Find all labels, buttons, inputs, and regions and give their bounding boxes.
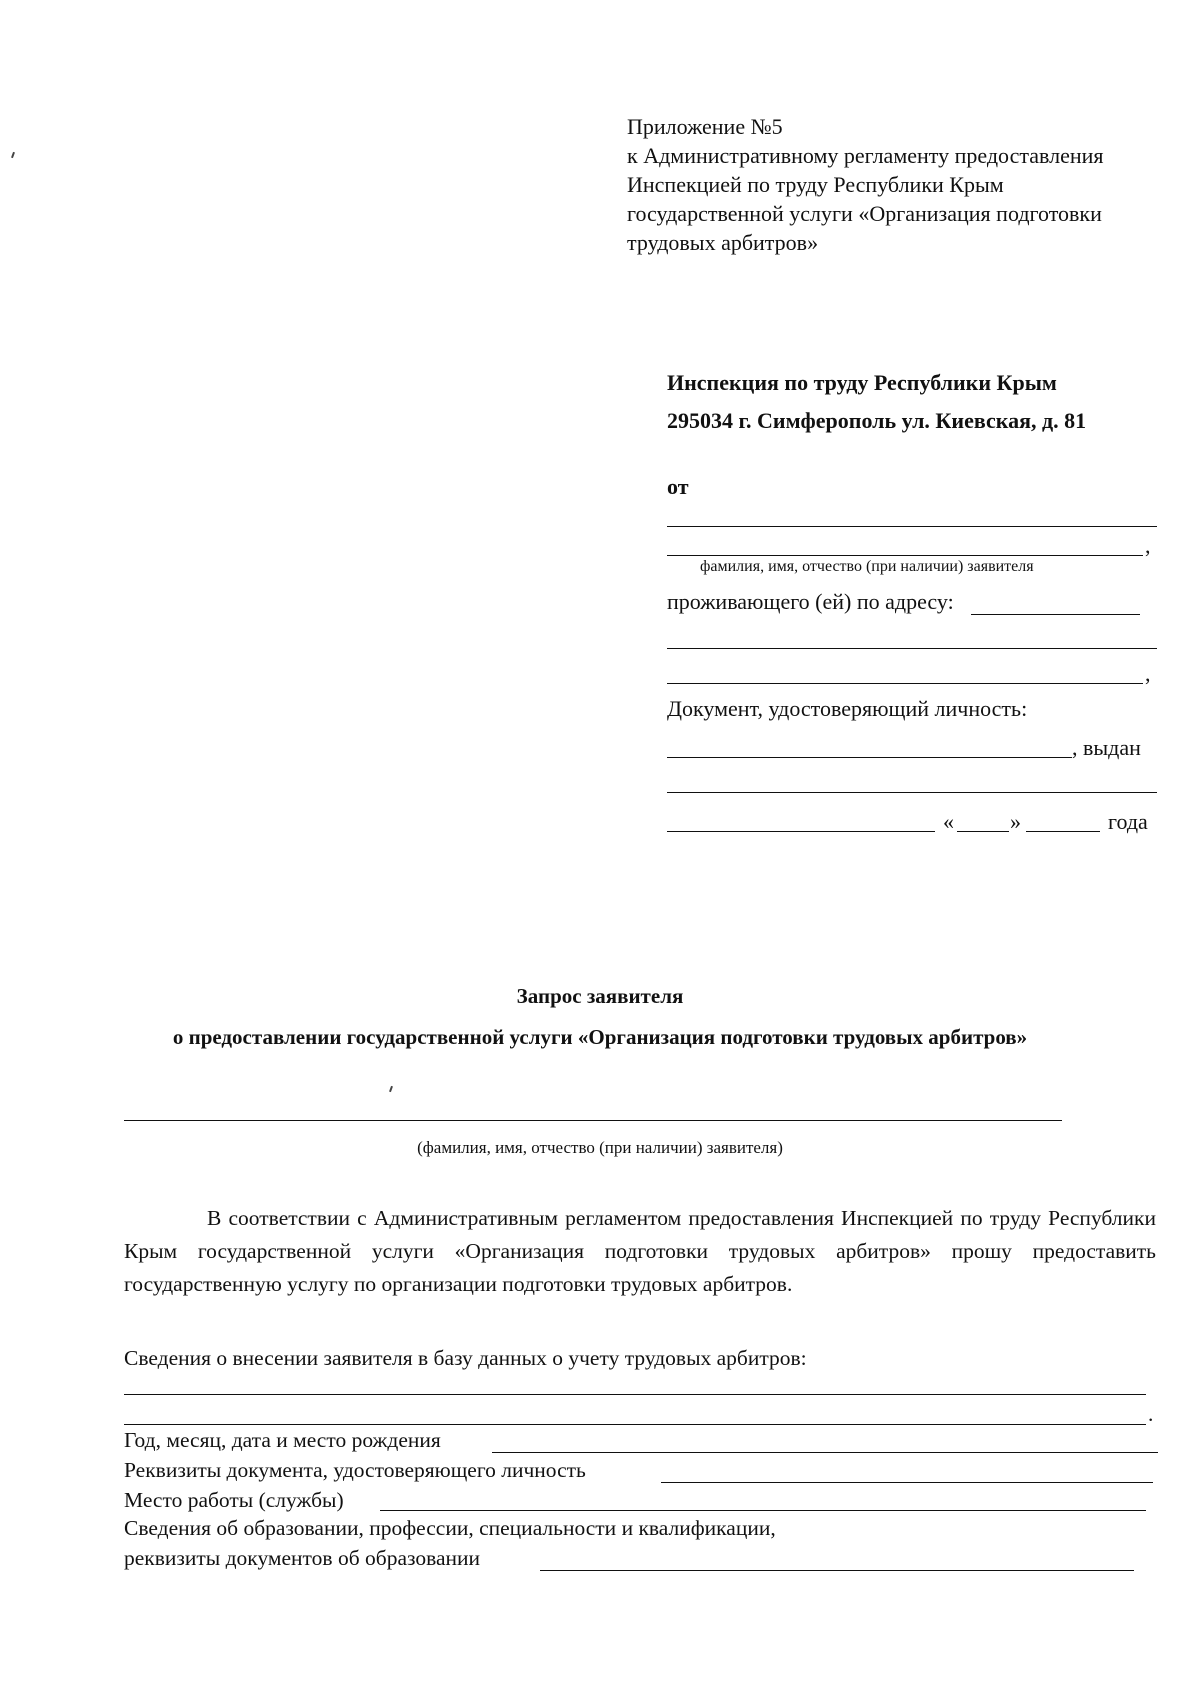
period: . — [1148, 1402, 1154, 1426]
issued-by-line[interactable] — [667, 792, 1157, 793]
applicant-name-caption: фамилия, имя, отчество (при наличии) заявителя — [700, 558, 1034, 575]
birth-line[interactable] — [492, 1452, 1158, 1453]
annex-line: Инспекцией по труду Республики Крым — [627, 172, 1004, 197]
from-label: от — [667, 474, 689, 499]
request-title: Запрос заявителя — [516, 984, 684, 1008]
request-body — [124, 1202, 1156, 1301]
applicant-name-line-2[interactable] — [667, 555, 1143, 556]
residence-label: проживающего (ей) по адресу: — [667, 589, 954, 614]
issue-month-line[interactable] — [1026, 831, 1100, 832]
comma: , — [1145, 661, 1151, 686]
annex-line: трудовых арбитров» — [627, 230, 819, 255]
education-docs-label: реквизиты документов об образовании — [124, 1546, 481, 1570]
annex-line: к Административному регламенту предоставления — [627, 143, 1104, 168]
issued-label: , выдан — [1072, 735, 1141, 760]
database-label: Сведения о внесении заявителя в базу данных о учету трудовых арбитров: — [124, 1346, 807, 1370]
identity-doc-label: Реквизиты документа, удостоверяющего личность — [124, 1458, 586, 1482]
education-docs-line[interactable] — [540, 1570, 1134, 1571]
document-label: Документ, удостоверяющий личность: — [667, 696, 1028, 721]
applicant-name-line-1[interactable] — [667, 526, 1157, 527]
annex-line: государственной услуги «Организация подготовки — [627, 201, 1102, 226]
applicant-fullname-line[interactable] — [124, 1120, 1062, 1121]
workplace-label: Место работы (службы) — [124, 1488, 344, 1512]
issue-place-line[interactable] — [667, 831, 935, 832]
birth-label: Год, месяц, дата и место рождения — [124, 1428, 441, 1452]
scan-speck — [389, 1086, 393, 1092]
annex-line: Приложение №5 — [627, 114, 783, 139]
issue-day-line[interactable] — [957, 831, 1009, 832]
addressee-name: Инспекция по труду Республики Крым — [667, 370, 1057, 395]
request-subtitle: о предоставлении государственной услуги «Организация подготовки трудовых арбитров» — [172, 1025, 1028, 1049]
workplace-line[interactable] — [380, 1510, 1146, 1511]
identity-doc-line[interactable] — [661, 1482, 1153, 1483]
addressee-address: 295034 г. Симферополь ул. Киевская, д. 81 — [667, 408, 1087, 433]
database-line-2[interactable] — [124, 1424, 1146, 1425]
request-body-text: В соответствии с Административным регламентом предоставления Инспекцией по труду Республики Крым государственной услуги «Организация подготовки трудовых арбитров» прошу предоставить государственную услугу по организации подготовки трудовых арбитров. — [124, 1206, 1156, 1296]
residence-line-1[interactable] — [971, 614, 1140, 615]
quote-close: » — [1010, 809, 1021, 834]
document-line[interactable] — [667, 757, 1072, 758]
residence-line-3[interactable] — [667, 683, 1143, 684]
scan-speck — [11, 152, 15, 158]
education-label: Сведения об образовании, профессии, специальности и квалификации, — [124, 1516, 776, 1540]
comma: , — [1145, 533, 1151, 558]
fullname-caption: (фамилия, имя, отчество (при наличии) заявителя) — [417, 1138, 783, 1157]
year-label: года — [1108, 809, 1148, 834]
quote-open: « — [943, 809, 954, 834]
annex-header — [627, 112, 1104, 257]
residence-line-2[interactable] — [667, 648, 1157, 649]
database-line-1[interactable] — [124, 1394, 1146, 1395]
